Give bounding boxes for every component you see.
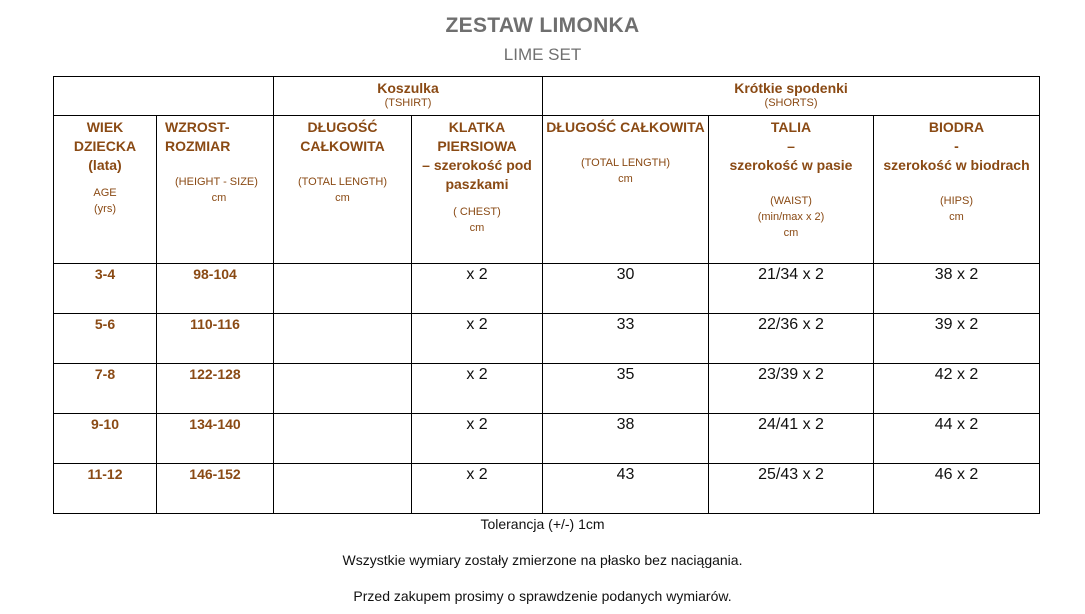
header-sh-length-en: (TOTAL LENGTH) xyxy=(580,157,671,169)
header-sh-length xyxy=(543,116,709,264)
header-height-l1: WZROST- xyxy=(165,119,230,135)
cell-ts-length xyxy=(274,314,412,364)
table-row xyxy=(54,264,1040,314)
group-header-tshirt xyxy=(274,77,543,116)
header-waist-l3: szerokość w pasie xyxy=(729,157,853,173)
cell-age: 9-10 xyxy=(54,414,157,464)
cell-age: 5-6 xyxy=(54,314,157,364)
header-chest xyxy=(412,116,543,264)
header-hips xyxy=(874,116,1040,264)
group-header-row xyxy=(54,77,1040,116)
cell-hips: 38 x 2 xyxy=(874,264,1040,314)
cell-hips: 46 x 2 xyxy=(874,464,1040,514)
table-row xyxy=(54,414,1040,464)
table-row xyxy=(54,364,1040,414)
cell-waist: 23/39 x 2 xyxy=(709,364,874,414)
header-chest-l1: KLATKA xyxy=(448,119,506,135)
header-ts-length-l2: CAŁKOWITA xyxy=(300,138,385,154)
cell-waist: 22/36 x 2 xyxy=(709,314,874,364)
group-shorts-label: Krótkie spodenki xyxy=(734,80,848,96)
cell-ts-length xyxy=(274,414,412,464)
cell-chest: x 2 xyxy=(412,414,543,464)
header-ts-length-l1: DŁUGOŚĆ xyxy=(307,119,378,135)
header-height-en: (HEIGHT - SIZE) xyxy=(175,176,258,188)
cell-age: 11-12 xyxy=(54,464,157,514)
header-hips-en: (HIPS) xyxy=(940,195,974,207)
header-hips-l3: szerokość w biodrach xyxy=(883,157,1030,173)
header-waist-unit: cm xyxy=(783,227,799,239)
header-age-en2: (yrs) xyxy=(94,203,116,215)
cell-waist: 24/41 x 2 xyxy=(709,414,874,464)
header-ts-length xyxy=(274,116,412,264)
cell-chest: x 2 xyxy=(412,314,543,364)
group-shorts-sub: (SHORTS) xyxy=(764,97,818,109)
size-table xyxy=(53,76,1040,514)
header-hips-unit: cm xyxy=(949,211,964,223)
header-sh-length-unit: cm xyxy=(618,173,633,185)
cell-hips: 42 x 2 xyxy=(874,364,1040,414)
cell-waist: 21/34 x 2 xyxy=(709,264,874,314)
cell-sh-length: 33 xyxy=(543,314,709,364)
column-header-row xyxy=(54,116,1040,264)
header-age-l3: (lata) xyxy=(88,157,122,173)
cell-ts-length xyxy=(274,264,412,314)
header-chest-en: ( CHEST) xyxy=(453,206,501,218)
header-age-l1: WIEK xyxy=(86,119,124,135)
header-age-l2: DZIECKA xyxy=(73,138,137,154)
cell-age: 3-4 xyxy=(54,264,157,314)
table-row xyxy=(54,314,1040,364)
check-note: Przed zakupem prosimy o sprawdzenie podanych wymiarów. xyxy=(353,588,732,604)
cell-sh-length: 35 xyxy=(543,364,709,414)
header-hips-l1: BIODRA xyxy=(928,119,985,135)
cell-sh-length: 38 xyxy=(543,414,709,464)
header-height-l2: ROZMIAR xyxy=(165,138,231,154)
cell-height: 98-104 xyxy=(157,264,274,314)
header-height-unit: cm xyxy=(211,192,227,204)
group-tshirt-sub: (TSHIRT) xyxy=(384,97,432,109)
cell-chest: x 2 xyxy=(412,364,543,414)
group-header-empty xyxy=(54,77,274,116)
header-ts-length-unit: cm xyxy=(335,192,350,204)
group-tshirt-label: Koszulka xyxy=(377,80,439,96)
cell-chest: x 2 xyxy=(412,264,543,314)
header-waist xyxy=(709,116,874,264)
cell-hips: 39 x 2 xyxy=(874,314,1040,364)
cell-ts-length xyxy=(274,464,412,514)
measurement-note: Wszystkie wymiary zostały zmierzone na płasko bez naciągania. xyxy=(342,552,743,568)
cell-hips: 44 x 2 xyxy=(874,414,1040,464)
cell-ts-length xyxy=(274,364,412,414)
cell-sh-length: 30 xyxy=(543,264,709,314)
cell-waist: 25/43 x 2 xyxy=(709,464,874,514)
header-age xyxy=(54,116,157,264)
header-chest-unit: cm xyxy=(469,222,485,234)
header-waist-en2: (min/max x 2) xyxy=(757,211,825,223)
cell-chest: x 2 xyxy=(412,464,543,514)
header-chest-l3: – szerokość pod xyxy=(422,157,532,173)
page-subtitle: LIME SET xyxy=(503,45,582,64)
cell-height: 134-140 xyxy=(157,414,274,464)
header-sh-length-l1: DŁUGOŚĆ CAŁKOWITA xyxy=(546,119,705,135)
header-height xyxy=(157,116,274,264)
group-header-shorts xyxy=(543,77,1040,116)
page-title: ZESTAW LIMONKA xyxy=(445,14,640,37)
cell-sh-length: 43 xyxy=(543,464,709,514)
header-age-en1: AGE xyxy=(93,187,117,199)
header-ts-length-en: (TOTAL LENGTH) xyxy=(297,176,388,188)
header-waist-l1: TALIA xyxy=(770,119,812,135)
header-waist-l2: – xyxy=(787,138,795,154)
header-hips-l2: - xyxy=(954,138,959,154)
cell-height: 122-128 xyxy=(157,364,274,414)
header-chest-l4: paszkami xyxy=(445,176,509,192)
table-row xyxy=(54,464,1040,514)
tolerance-note: Tolerancja (+/-) 1cm xyxy=(480,516,605,532)
header-chest-l2: PIERSIOWA xyxy=(437,138,517,154)
cell-height: 110-116 xyxy=(157,314,274,364)
header-waist-en: (WAIST) xyxy=(770,195,812,207)
cell-height: 146-152 xyxy=(157,464,274,514)
cell-age: 7-8 xyxy=(54,364,157,414)
